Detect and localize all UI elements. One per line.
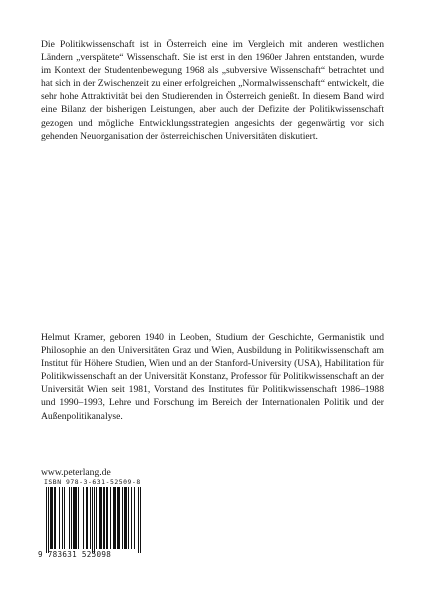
barcode-bar bbox=[117, 487, 118, 549]
barcode-bar bbox=[52, 487, 53, 549]
barcode-bar bbox=[128, 487, 129, 549]
barcode-bar bbox=[99, 487, 100, 549]
barcode-bar bbox=[124, 487, 125, 549]
barcode-bar bbox=[51, 487, 52, 549]
barcode-bar bbox=[69, 487, 70, 549]
barcode-bar bbox=[122, 487, 123, 549]
barcode-bar bbox=[74, 487, 75, 549]
barcode-bar bbox=[96, 487, 97, 549]
barcode-bar bbox=[71, 487, 72, 549]
barcode-bar bbox=[76, 487, 77, 549]
barcode-bar bbox=[83, 487, 84, 549]
book-description: Die Politikwissenschaft ist in Österreich eine im Vergleich mit anderen westlichen Ländern „verspätete“ Wissenschaft. Sie ist erst in den 1960er Jahren entstanden, wurde im Kontext der Studentenbewegung 1968 als „subversive Wissenschaft“ betrachtet und hat sich in der Zwischenzeit zu einer erfolgreichen „Normalwissenschaft“ entwickelt, die sehr hohe Attraktivität bei den Studierenden in Österreich genießt. In diesem Band wird eine Bilanz der bisherigen Leistungen, aber auch der Defizite der Politikwissenschaft gezogen und mögliche Entwicklungsstrategien angesichts der gegenwärtig vor sich gehenden Neuorganisation der österreichischen Universitäten diskutiert. bbox=[41, 39, 384, 142]
barcode-bar bbox=[55, 487, 56, 549]
barcode-bar bbox=[113, 487, 114, 549]
barcode-bar bbox=[110, 487, 111, 549]
barcode-bar bbox=[90, 487, 91, 549]
barcode-bar bbox=[131, 487, 132, 549]
barcode-bar bbox=[114, 487, 115, 549]
barcode-bar bbox=[118, 487, 119, 549]
barcode-bar bbox=[106, 487, 107, 549]
barcode-bar bbox=[78, 487, 79, 549]
barcode-bar bbox=[87, 487, 88, 549]
barcode-bar bbox=[115, 487, 116, 549]
barcode-bar bbox=[59, 487, 60, 549]
barcode-bar bbox=[134, 487, 135, 549]
isbn-label: ISBN 978-3-631-52509-8 bbox=[44, 478, 141, 486]
barcode-bar bbox=[126, 487, 127, 549]
barcode-bar bbox=[101, 487, 102, 549]
barcode-bar bbox=[140, 487, 141, 553]
barcode-bar bbox=[86, 487, 87, 549]
barcode-bar bbox=[107, 487, 108, 549]
barcode-bar bbox=[48, 487, 49, 553]
barcode-bar bbox=[100, 487, 101, 549]
barcode-bar bbox=[50, 487, 51, 549]
barcode-bar bbox=[92, 487, 93, 553]
publisher-website-link[interactable]: www.peterlang.de bbox=[41, 467, 111, 478]
barcode-bar bbox=[104, 487, 105, 549]
barcode-bar bbox=[54, 487, 55, 549]
barcode-digits: 9 783631 525098 bbox=[38, 550, 112, 559]
barcode-bar bbox=[119, 487, 120, 549]
barcode-bar bbox=[46, 487, 47, 553]
barcode-bar bbox=[94, 487, 95, 553]
barcode-bar bbox=[64, 487, 65, 549]
barcode-bar bbox=[125, 487, 126, 549]
barcode-bar bbox=[73, 487, 74, 549]
barcode-bar bbox=[138, 487, 139, 553]
barcode-bar bbox=[103, 487, 104, 549]
barcode-bar bbox=[62, 487, 63, 549]
barcode bbox=[40, 487, 144, 553]
barcode-bar bbox=[75, 487, 76, 549]
author-biography: Helmut Kramer, geboren 1940 in Leoben, Studium der Geschichte, Germanistik und Philosophie an den Universitäten Graz und Wien, Ausbildung in Politikwissenschaft am Institut für Höhere Studien, Wien und an der Stanford-University (USA), Habilitation für Politikwissenschaft an der Universität Konstanz, Professor für Politikwissenschaft an der Universität Wien seit 1981, Vorstand des Institutes für Politikwissenschaft 1986–1988 und 1990–1993, Lehre und Forschung im Bereich der Internationalen Politik und der Außenpolitikanalyse. bbox=[41, 332, 384, 422]
